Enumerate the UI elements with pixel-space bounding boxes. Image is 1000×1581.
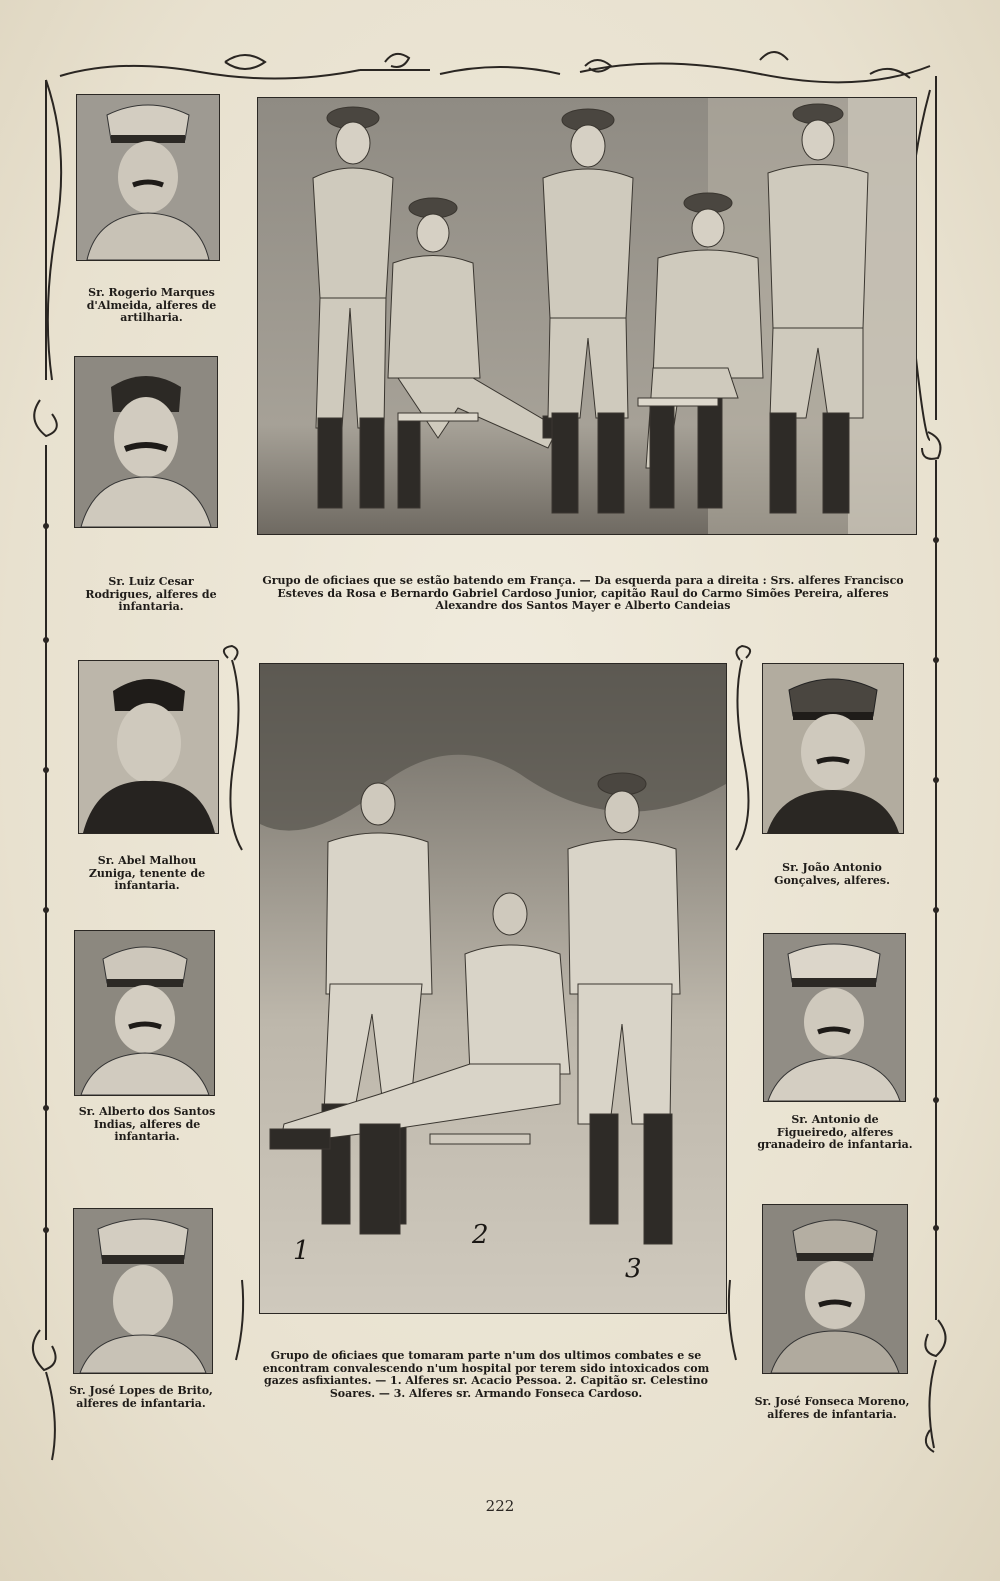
caption-joao: Sr. João Antonio Gonçalves, alferes.	[774, 861, 890, 887]
portrait-jose-lopes	[73, 1208, 213, 1374]
caption-antonio: Sr. Antonio de Figueiredo, alferes granadeiro de infantaria.	[757, 1113, 913, 1151]
portrait-rogerio	[76, 94, 220, 261]
page-number: 222	[485, 1497, 515, 1515]
portrait-abel	[78, 660, 219, 834]
caption-alberto: Sr. Alberto dos Santos Indias, alferes de infantaria.	[78, 1105, 216, 1143]
portrait-antonio	[763, 933, 906, 1102]
caption-rogerio: Sr. Rogerio Marques d'Almeida, alferes de artilharia.	[86, 286, 217, 324]
portrait-jose-fonseca	[762, 1204, 908, 1374]
caption-luiz: Sr. Luiz Cesar Rodrigues, alferes de infantaria.	[85, 575, 217, 613]
bottom-group-caption: Grupo de oficiaes que tomaram parte n'um dos ultimos combates e se encontram convalescendo n'um hospital por terem sido intoxicados com gazes asfixiantes. — 1. Alferes sr. Acacio Pessoa. 2. Capitão sr. Celestino Soares. — 3. Alferes sr. Armando Fonseca Cardoso.	[262, 1349, 710, 1400]
photo-number-1: 1	[293, 1236, 310, 1266]
portrait-alberto	[74, 930, 215, 1096]
photo-number-2: 2	[472, 1220, 489, 1250]
photo-number-3: 3	[625, 1254, 642, 1284]
caption-abel: Sr. Abel Malhou Zuniga, tenente de infantaria.	[88, 854, 206, 892]
top-group-photo	[257, 97, 917, 535]
portrait-luiz	[74, 356, 218, 528]
bottom-group-photo	[259, 663, 727, 1314]
caption-jose-fonseca: Sr. José Fonseca Moreno, alferes de infantaria.	[754, 1395, 910, 1421]
caption-jose-lopes: Sr. José Lopes de Brito, alferes de infantaria.	[69, 1384, 213, 1410]
portrait-joao	[762, 663, 904, 834]
top-group-caption: Grupo de oficiaes que se estão batendo em França. — Da esquerda para a direita : Srs. alferes Francisco Esteves da Rosa e Bernardo Gabriel Cardoso Junior, capitão Raul do Carmo Simões Pereira, alferes Alexandre dos Santos Mayer e Alberto Candeias	[262, 574, 904, 612]
